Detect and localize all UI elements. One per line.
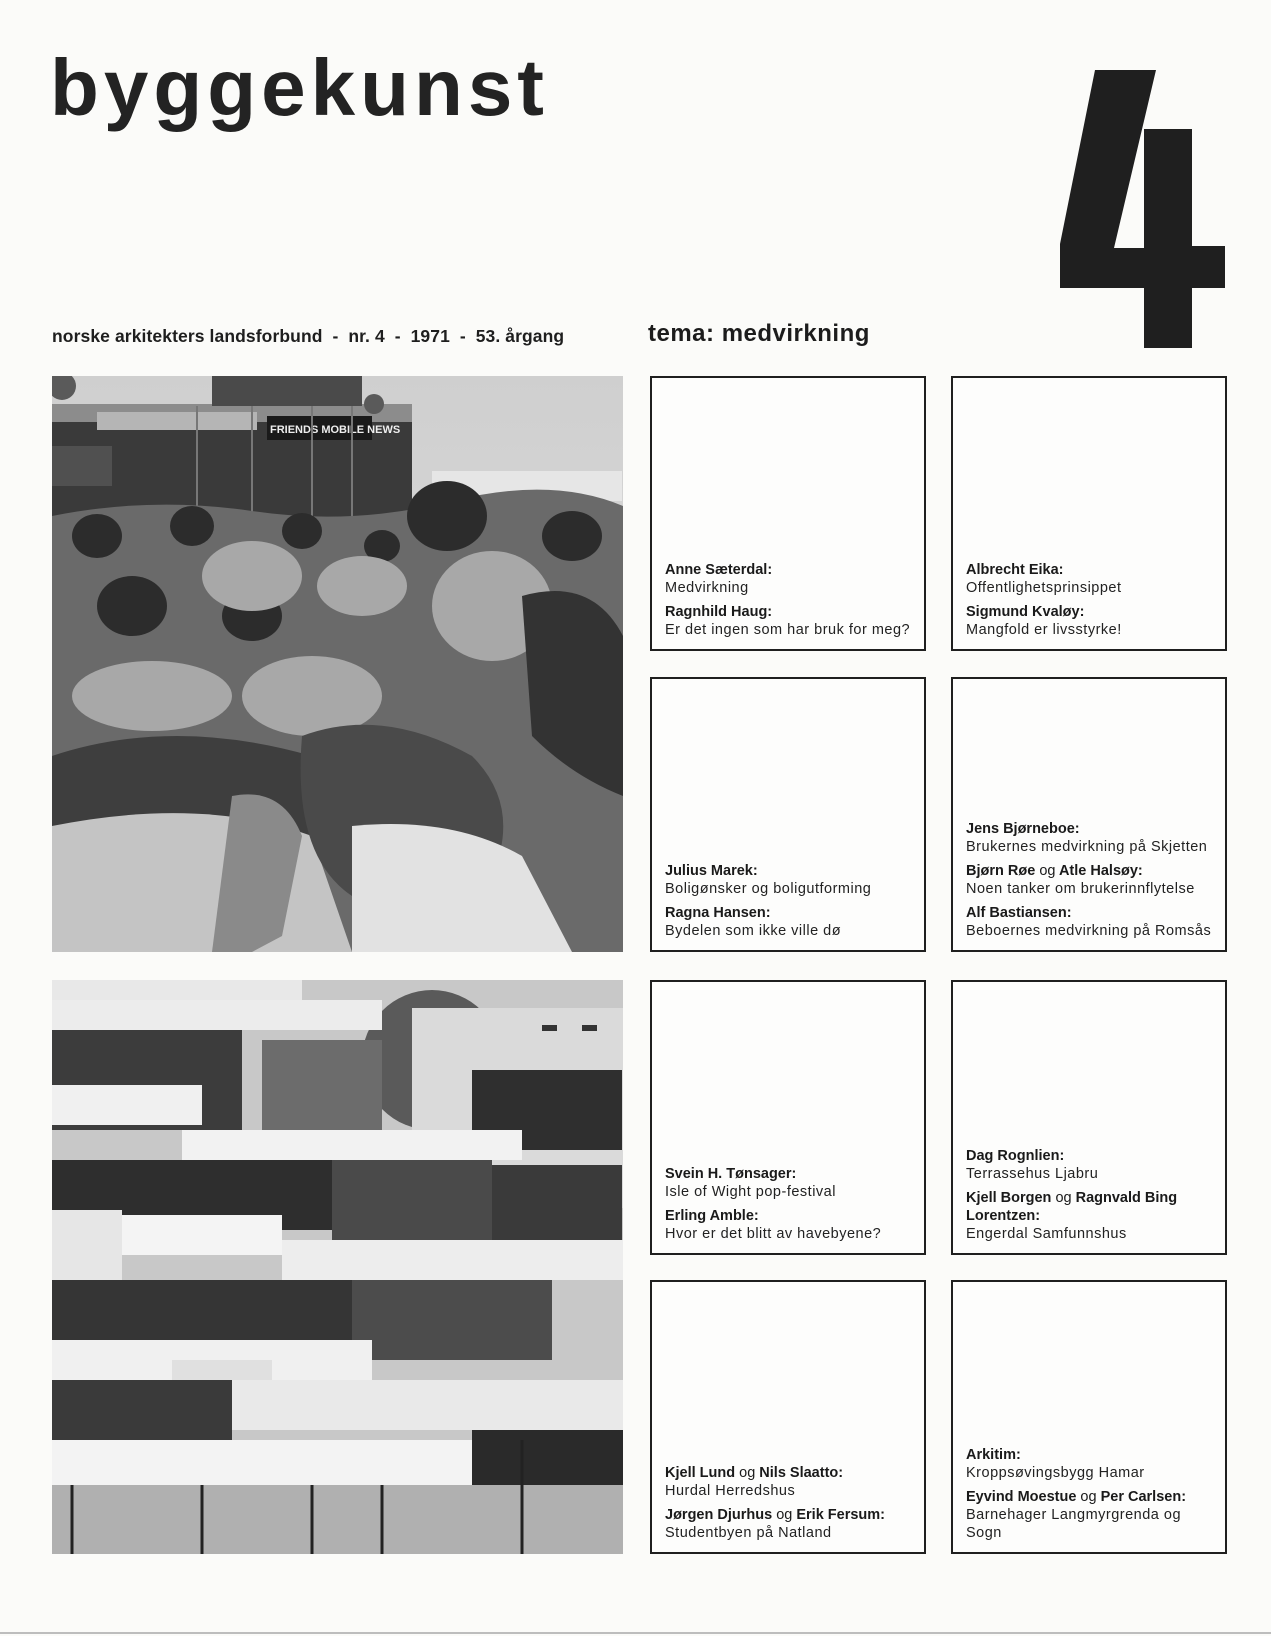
issue-theme: tema: medvirkning [648,320,870,347]
contents-entry [966,561,1213,597]
contents-entry [665,1207,912,1243]
entry-title: Kroppsøvingsbygg Hamar [966,1465,1145,1481]
entry-title: Er det ingen som har bruk for meg? [665,622,911,638]
photo-terraced-housing [52,980,623,1554]
contents-box-2 [951,376,1227,651]
entry-author: Ragna Hansen: [665,905,771,921]
entry-title: Barnehager Langmyrgrenda og Sogn [966,1507,1182,1541]
contents-box-3 [650,677,926,952]
page-bottom-edge [0,1632,1271,1634]
entry-author: Albrecht Eika: [966,562,1064,578]
entry-title: Mangfold er livsstyrke! [966,622,1122,638]
entry-author: Anne Sæterdal: [665,562,773,578]
contents-box-8 [951,1280,1227,1554]
entry-author: Arkitim: [966,1447,1021,1463]
entry-title: Terrassehus Ljabru [966,1166,1099,1182]
contents-box-4 [951,677,1227,952]
masthead-title: byggekunst [50,43,549,132]
entry-author: Sigmund Kvaløy: [966,604,1085,620]
entry-author: Jørgen Djurhus og Erik Fersum: [665,1507,886,1523]
contents-entry [665,1464,912,1500]
contents-entry [966,862,1213,898]
contents-entry [966,603,1213,639]
entry-title: Bydelen som ikke ville dø [665,923,842,939]
contents-entry [665,904,912,940]
contents-box-1 [650,376,926,651]
contents-entry [966,1446,1213,1482]
contents-box-5 [650,980,926,1255]
contents-entry [665,603,912,639]
entry-author: Ragnhild Haug: [665,604,773,620]
entry-author: Bjørn Røe og Atle Halsøy: [966,863,1143,879]
entry-title: Engerdal Samfunnshus [966,1226,1127,1242]
entry-title: Hvor er det blitt av havebyene? [665,1226,882,1242]
entry-author: Erling Amble: [665,1208,759,1224]
entry-title: Isle of Wight pop-festival [665,1184,836,1200]
photo-festival-crowd [52,376,623,952]
contents-entry [966,904,1213,940]
contents-entry [966,820,1213,856]
entry-title: Hurdal Herredshus [665,1483,796,1499]
contents-entry [665,1165,912,1201]
entry-title: Studentbyen på Natland [665,1525,832,1541]
entry-author: Eyvind Moestue og Per Carlsen: [966,1489,1187,1505]
entry-author: Kjell Lund og Nils Slaatto: [665,1465,844,1481]
entry-title: Noen tanker om brukerinnflytelse [966,881,1195,897]
entry-title: Boligønsker og boligutforming [665,881,872,897]
contents-entry [665,862,912,898]
contents-box-6 [951,980,1227,1255]
contents-entry [966,1189,1213,1243]
entry-title: Offentlighetsprinsippet [966,580,1122,596]
entry-title: Beboernes medvirkning på Romsås [966,923,1212,939]
entry-title: Brukernes medvirkning på Skjetten [966,839,1208,855]
contents-entry [665,561,912,597]
entry-author: Svein H. Tønsager: [665,1166,797,1182]
entry-author: Dag Rognlien: [966,1148,1065,1164]
entry-author: Kjell Borgen og Ragnvald Bing Lorentzen: [966,1190,1178,1224]
stage-banner-text: FRIENDS MOBILE NEWS [270,424,401,436]
contents-entry [966,1147,1213,1183]
entry-author: Julius Marek: [665,863,758,879]
contents-entry [665,1506,912,1542]
issue-number-glyph [1060,70,1225,348]
contents-entry [966,1488,1213,1542]
entry-author: Jens Bjørneboe: [966,821,1080,837]
entry-author: Alf Bastiansen: [966,905,1072,921]
publication-info: norske arkitekters landsforbund - nr. 4 - 1971 - 53. årgang [52,326,565,346]
contents-box-7 [650,1280,926,1554]
entry-title: Medvirkning [665,580,749,596]
